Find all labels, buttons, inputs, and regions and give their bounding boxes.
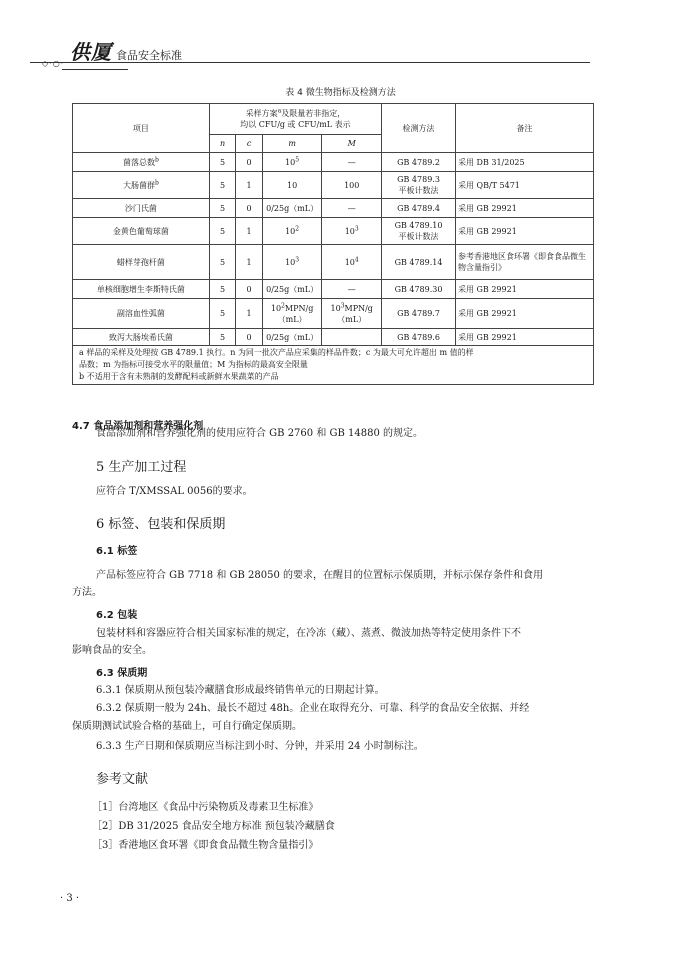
th-m: m bbox=[262, 135, 322, 153]
section-6-3-title: 6.3 保质期 bbox=[96, 668, 148, 679]
header-ornament: ◇·○· bbox=[42, 59, 65, 68]
section-6-3-1: 6.3.1 保质期从预包装冷藏膳食形成最终销售单元的日期起计算。 bbox=[96, 685, 385, 696]
table-row: 蜡样芽孢杆菌 5 1 $10^3$ $10^4$ GB 4789.14 参考香港地区食环署《即食食品微生物含量指引》 bbox=[73, 245, 594, 280]
section-6-2-body-line1: 包装材料和容器应符合相关国家标准的规定，在冷冻（藏）、蒸煮、微波加热等特定使用条件下不 bbox=[96, 628, 521, 639]
header-logo bbox=[70, 36, 182, 65]
logo-script: 供厦 bbox=[70, 40, 112, 64]
th-method: 检测方法 bbox=[382, 104, 456, 153]
references-title: 参考文献 bbox=[96, 772, 149, 787]
table-row: 菌落总数$^b$ 5 0 $10^5$ — GB 4789.2 采用 DB 31/2025 bbox=[73, 153, 594, 172]
section-6-1-body-line1: 产品标签应符合 GB 7718 和 GB 28050 的要求，在醒目的位置标示保质期，并标示保存条件和食用 bbox=[96, 570, 544, 581]
section-6-1-title: 6.1 标签 bbox=[96, 546, 138, 557]
header-rule-short bbox=[62, 69, 128, 70]
table-footnotes bbox=[73, 346, 594, 385]
footnote-a-line1: a 样品的采样及处理按 GB 4789.1 执行。n 为同一批次产品应采集的样品件数；c 为最大可允许超出 m 值的样 bbox=[79, 348, 474, 357]
table-row: 沙门氏菌 5 0 0/25g（mL） — GB 4789.4 采用 GB 29921 bbox=[73, 199, 594, 218]
table-caption: 表 4 微生物指标及检测方法 bbox=[285, 88, 396, 98]
table-row: 单核细胞增生李斯特氏菌 5 0 0/25g（mL） — GB 4789.30 采用 GB 29921 bbox=[73, 280, 594, 299]
th-item: 项目 bbox=[73, 104, 210, 153]
section-6-title: 6 标签、包装和保质期 bbox=[96, 517, 226, 532]
th-n: n bbox=[209, 135, 235, 153]
header-rule bbox=[30, 62, 590, 63]
section-6-2-body-line2: 影响食品的安全。 bbox=[72, 645, 152, 656]
section-6-1-body-line2: 方法。 bbox=[72, 587, 102, 598]
section-6-3-2-line1: 6.3.2 保质期一般为 24h、最长不超过 48h。企业在取得充分、可靠、科学的食品安全依据、并经 bbox=[96, 703, 530, 714]
section-4-7-title: 4.7 食品添加剂和营养强化剂 bbox=[72, 421, 204, 432]
table-row: 副溶血性弧菌 5 1 $10^2MPN/g$ （mL） $10^3MPN/g$ （mL） GB 4789.7 采用 GB 29921 bbox=[73, 299, 594, 329]
logo-text: 食品安全标准 bbox=[116, 49, 182, 62]
table-row: 致泻大肠埃希氏菌 5 0 0/25g（mL） GB 4789.6 采用 GB 29921 bbox=[73, 329, 594, 346]
th-M: M bbox=[322, 135, 382, 153]
th-note: 备注 bbox=[455, 104, 593, 153]
th-sampling: 采样方案$^a$及限量若非指定， 均以 CFU/g 或 CFU/mL 表示 bbox=[209, 104, 381, 135]
reference-2: ［2］DB 31/2025 食品安全地方标准 预包装冷藏膳食 bbox=[92, 821, 335, 832]
reference-1: ［1］台湾地区《食品中污染物质及毒素卫生标准》 bbox=[92, 802, 319, 813]
footnote-b: b 不适用于含有未熟制的发酵配料或新鲜水果蔬菜的产品 bbox=[79, 372, 279, 381]
section-6-2-title: 6.2 包装 bbox=[96, 610, 138, 621]
section-4-7-body: 食品添加剂和营养强化剂的使用应符合 GB 2760 和 GB 14880 的规定。 bbox=[96, 428, 424, 439]
table-row: 大肠菌群$^b$ 5 1 10 100 GB 4789.3 平板计数法 采用 QB/T 5471 bbox=[73, 172, 594, 199]
reference-3: ［3］香港地区食环署《即食食品微生物含量指引》 bbox=[92, 840, 319, 851]
microbial-table bbox=[72, 103, 594, 385]
table-row: 金黄色葡萄球菌 5 1 $10^2$ $10^3$ GB 4789.10 平板计数法 采用 GB 29921 bbox=[73, 218, 594, 245]
section-5-title: 5 生产加工过程 bbox=[96, 460, 187, 475]
th-c: c bbox=[236, 135, 262, 153]
page-number: · 3 · bbox=[60, 893, 80, 904]
section-6-3-3: 6.3.3 生产日期和保质期应当标注到小时、分钟，并采用 24 小时制标注。 bbox=[96, 741, 424, 752]
section-5-body: 应符合 T/XMSSAL 0056的要求。 bbox=[96, 486, 253, 497]
section-6-3-2-line2: 保质期测试试验合格的基础上，可自行确定保质期。 bbox=[72, 721, 302, 732]
footnote-a-line2: 品数；m 为指标可接受水平的限量值；M 为指标的最高安全限量 bbox=[79, 360, 308, 369]
